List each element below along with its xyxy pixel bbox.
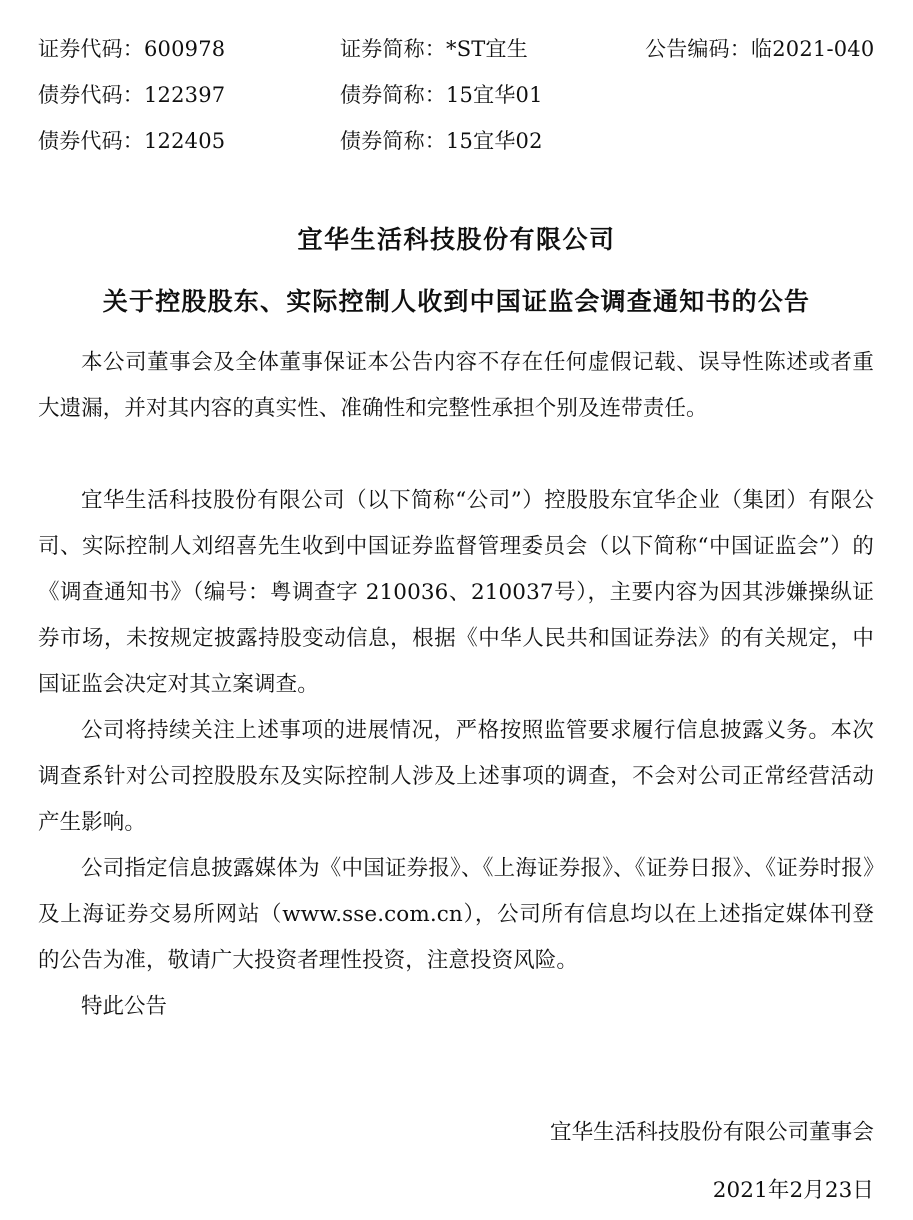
document-body [38, 340, 874, 1030]
bond-abbr-field-1 [340, 72, 543, 118]
announcement-number-label: 公告编码： [645, 37, 751, 61]
meta-row [0, 26, 913, 72]
bond-abbr-label-1: 债券简称： [340, 83, 446, 107]
company-name-title: 宜华生活科技股份有限公司 [297, 225, 616, 254]
designated-media-paragraph: 公司指定信息披露媒体为《中国证券报》、《上海证券报》、《证券日报》、《证券时报》及上海证券交易所网站（www.sse.com.cn），公司所有信息均以在上述指定媒体刊登的公告为准，敬请广大投资者理性投资，注意投资风险。 [38, 856, 874, 973]
security-code-value: 600978 [144, 37, 226, 61]
meta-row [0, 118, 913, 164]
announcement-number-value: 临2021-040 [751, 37, 875, 61]
bond-code-value-2: 122405 [144, 129, 226, 153]
bond-abbr-field-2 [340, 118, 543, 164]
bond-abbr-value-2: 15宜华02 [446, 129, 543, 153]
security-code-label: 证券代码： [38, 37, 144, 61]
investigation-notice-paragraph: 宜华生活科技股份有限公司（以下简称“公司”）控股股东宜华企业（集团）有限公司、实际控制人刘绍喜先生收到中国证券监督管理委员会（以下简称“中国证监会”）的《调查通知书》（编号：粤调查字 210036、210037号），主要内容为因其涉嫌操纵证券市场，未按规定披露持股变动信息，根据《中华人民共和国证券法》的有关规定，中国证监会决定对其立案调查。 [38, 488, 874, 697]
security-code-field [38, 26, 225, 72]
bond-abbr-value-1: 15宜华01 [446, 83, 543, 107]
issue-date: 2021年2月23日 [712, 1178, 874, 1203]
issuer-name: 宜华生活科技股份有限公司董事会 [549, 1120, 874, 1145]
bond-abbr-label-2: 债券简称： [340, 129, 446, 153]
bond-code-field-1 [38, 72, 225, 118]
document-header-meta [0, 26, 913, 164]
document-title-block [0, 218, 913, 324]
bond-code-field-2 [38, 118, 225, 164]
bond-code-label-1: 债券代码： [38, 83, 144, 107]
announcement-subject-title: 关于控股股东、实际控制人收到中国证监会调查通知书的公告 [102, 287, 811, 316]
ongoing-attention-paragraph: 公司将持续关注上述事项的进展情况，严格按照监管要求履行信息披露义务。本次调查系针对公司控股股东及实际控制人涉及上述事项的调查，不会对公司正常经营活动产生影响。 [38, 718, 874, 835]
security-abbr-label: 证券简称： [340, 37, 446, 61]
bond-code-value-1: 122397 [144, 83, 226, 107]
closing-statement: 特此公告 [81, 994, 168, 1019]
meta-row [0, 72, 913, 118]
security-abbr-value: *ST宜生 [446, 37, 528, 61]
board-disclaimer-paragraph: 本公司董事会及全体董事保证本公告内容不存在任何虚假记载、误导性陈述或者重大遗漏，并对其内容的真实性、准确性和完整性承担个别及连带责任。 [38, 350, 874, 421]
announcement-number-field [645, 26, 874, 72]
bond-code-label-2: 债券代码： [38, 129, 144, 153]
signature-block [38, 1110, 874, 1214]
security-abbr-field [340, 26, 528, 72]
